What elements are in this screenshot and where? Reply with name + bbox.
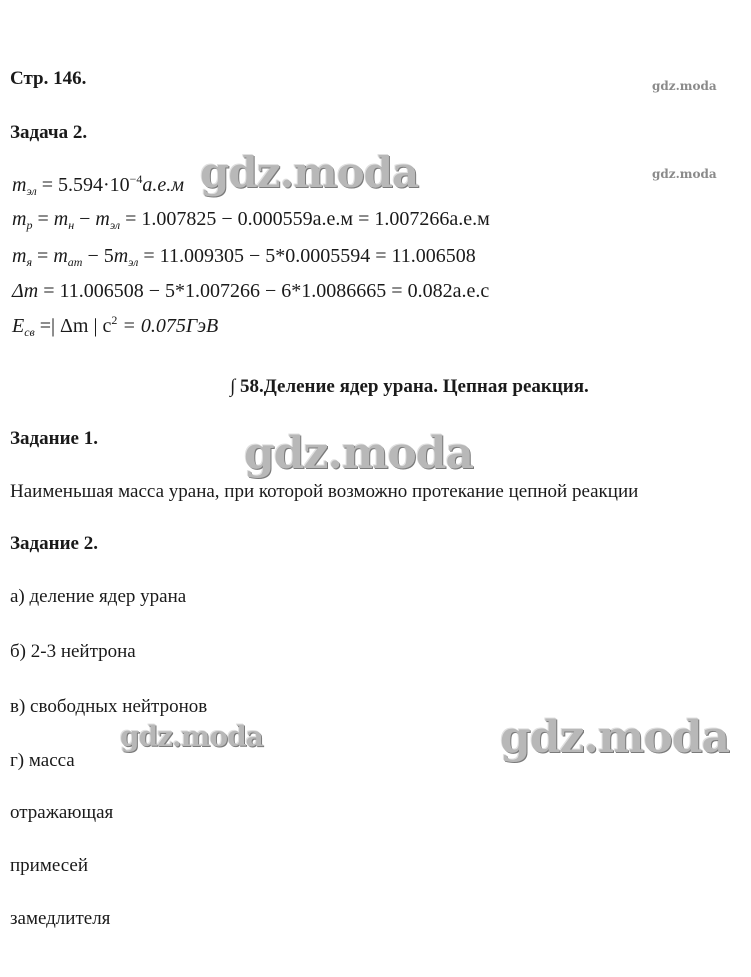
answer-item: в) свободных нейтронов	[10, 696, 208, 717]
watermark-large: gdz.moda	[120, 720, 263, 753]
answer-item: а) деление ядер урана	[10, 586, 187, 607]
formula-proton-mass: $m_p = m_н - m_{эл} = 1.007825 - 0.000559а.е.м = 1.007266а.е.м$	[12, 208, 490, 232]
section-title: ∫ 58.Деление ядер урана. Цепная реакция.	[230, 376, 589, 397]
page-reference: Стр. 146.	[10, 68, 87, 89]
exercise-1-title: Задание 1.	[10, 428, 98, 449]
answer-item: отражающая	[10, 802, 114, 823]
watermark-small: gdz.moda	[652, 167, 717, 181]
answer-item: г) масса	[10, 750, 75, 771]
watermark-large: gdz.moda	[200, 148, 419, 197]
exercise-2-title: Задание 2.	[10, 533, 98, 554]
task-2-title: Задача 2.	[10, 122, 88, 143]
formula-mass-defect: Δm = 11.006508 − 5*1.007266 − 6*1.0086665 = 0.082а.е.с	[12, 280, 490, 302]
exercise-1-answer: Наименьшая масса урана, при которой возможно протекание цепной реакции	[10, 481, 639, 502]
formula-nucleus-mass: $m_я = m_{ат} - 5m_{эл} = 11.009305 - 5*0.0005594 = 11.006508$	[12, 245, 476, 269]
watermark-large: gdz.moda	[500, 712, 730, 763]
answer-item: б) 2-3 нейтрона	[10, 641, 136, 662]
answer-item: примесей	[10, 855, 89, 876]
answer-item: замедлителя	[10, 908, 111, 929]
formula-electron-mass: $m_{эл} = 5.594\cdot 10^{-4}а.е.м$	[12, 172, 185, 198]
watermark-large: gdz.moda	[244, 428, 474, 479]
watermark-small: gdz.moda	[652, 79, 717, 93]
formula-binding-energy: $E_{св}$ =| Δm | $c^2 = 0.075ГэВ$	[12, 313, 219, 339]
